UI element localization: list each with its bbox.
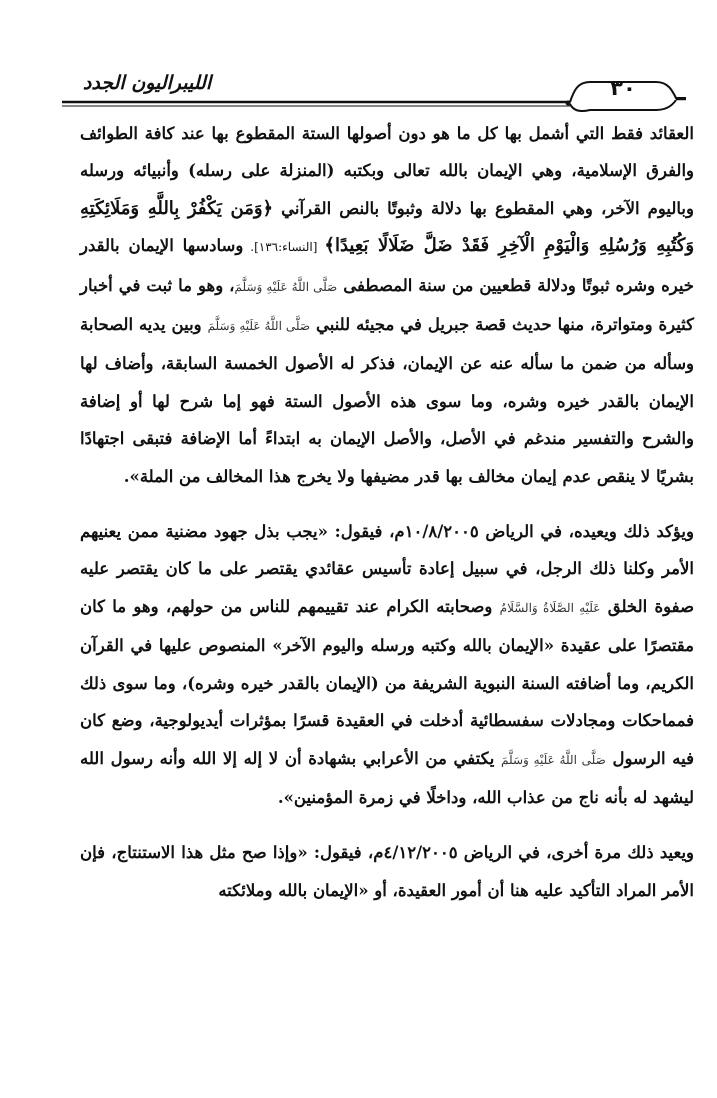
page-header bbox=[62, 68, 686, 112]
salutation-glyph: صَلَّى اللَّهُ عَلَيْهِ وَسَلَّمَ bbox=[501, 752, 606, 767]
quran-verse: ﴿وَمَن يَكْفُرْ بِاللَّهِ وَمَلَائِكَتِهِ وَكُتُبِهِ وَرُسُلِهِ وَالْيَوْمِ الْآخِرِ فَقَدْ ضَلَّ ضَلَالًا بَعِيدًا﴾ bbox=[80, 197, 695, 257]
text-run: ويؤكد ذلك ويعيده، في الرياض ١٠/٨/٢٠٠٥م، فيقول: «يجب بذل جهود مضنية ممن يعنيهم الأمر وكلنا ذلك الرجل، في سبيل إعادة تأسيس عقائدي يقتصر على ما كان يقتصر عليه صفوة الخلق bbox=[80, 522, 694, 616]
text-run: ، وهو ما ثبت في أخبار كثيرة ومتواترة، منها حديث قصة جبريل في مجيئه للنبي bbox=[80, 275, 695, 335]
text-run: وبين يديه الصحابة وسأله من ضمن ما سأله عنه عن الإيمان، فذكر له الأصول الخمسة السابقة، وأضاف لها الإيمان بالقدر خيره وشره، وما سوى هذه الأصول الستة فهو إما شرح لها أو إضافة والشرح والتفسير مندغم في الأصل، والأصل الإيمان به ابتداءً أما الإضافة فتبقى اجتهادًا بشريًا لا ينقص عدم إيمان مخالف بها قدر مضيفها ولا يخرج هذا المخالف من الملة». bbox=[80, 315, 694, 486]
salutation-glyph: عَلَيْهِ الصَّلَاةُ وَالسَّلَامُ bbox=[499, 600, 601, 615]
verse-citation: [النساء:١٣٦]. bbox=[243, 240, 325, 255]
text-run: يكتفي من الأعرابي بشهادة أن لا إله إلا الله وأنه رسول الله ليشهد له بأنه ناج من عذاب الله، وداخلًا في زمرة المؤمنين». bbox=[80, 748, 694, 807]
text-run: العقائد فقط التي أشمل بها كل ما هو دون أصولها الستة المقطوع بها عند كافة الطوائف والفرق الإسلامية، وهي الإيمان بالله تعالى وبكتبه (المنزلة على رسله) وأنبيائه ورسله وباليوم الآخر، وهي المقطوع بها دلالة وثبوتًا بالنص القرآني bbox=[80, 124, 694, 218]
paragraph bbox=[80, 834, 694, 909]
salutation-glyph: صَلَّى اللَّهُ عَلَيْهِ وَسَلَّمَ bbox=[234, 279, 338, 294]
text-run: وسادسها الإيمان بالقدر خيره وشره ثبوتًا ودلالة قطعيين من سنة المصطفى bbox=[80, 236, 695, 295]
text-run: وصحابته الكرام عند تقييمهم للناس من حولهم، وهو ما كان مقتصرًا على عقيدة «الإيمان بالله وكتبه ورسله واليوم الآخر» المنصوص عليها في القرآن الكريم، وما أضافته السنة النبوية الشريفة من (الإيمان بالقدر خيره وشره)، وما سوى ذلك فمماحكات ومجادلات سفسطائية أدخلت في العقيدة قسرًا بمؤثرات أيديولوجية، وضع كان فيه الرسول bbox=[80, 596, 694, 768]
text-run: ويعيد ذلك مرة أخرى، في الرياض ٤/١٢/٢٠٠٥م، فيقول: «وإذا صح مثل هذا الاستنتاج، فإن الأمر المراد التأكيد عليه هنا أن أمور العقيدة، أو «الإيمان بالله وملائكته bbox=[80, 843, 695, 900]
paragraph bbox=[80, 115, 694, 495]
paragraph bbox=[80, 513, 694, 816]
running-title: الليبراليون الجدد bbox=[82, 72, 212, 94]
body-text bbox=[80, 115, 694, 909]
page-number: ٣٠ bbox=[610, 76, 636, 100]
salutation-glyph: صَلَّى اللَّهُ عَلَيْهِ وَسَلَّمَ bbox=[207, 319, 311, 334]
